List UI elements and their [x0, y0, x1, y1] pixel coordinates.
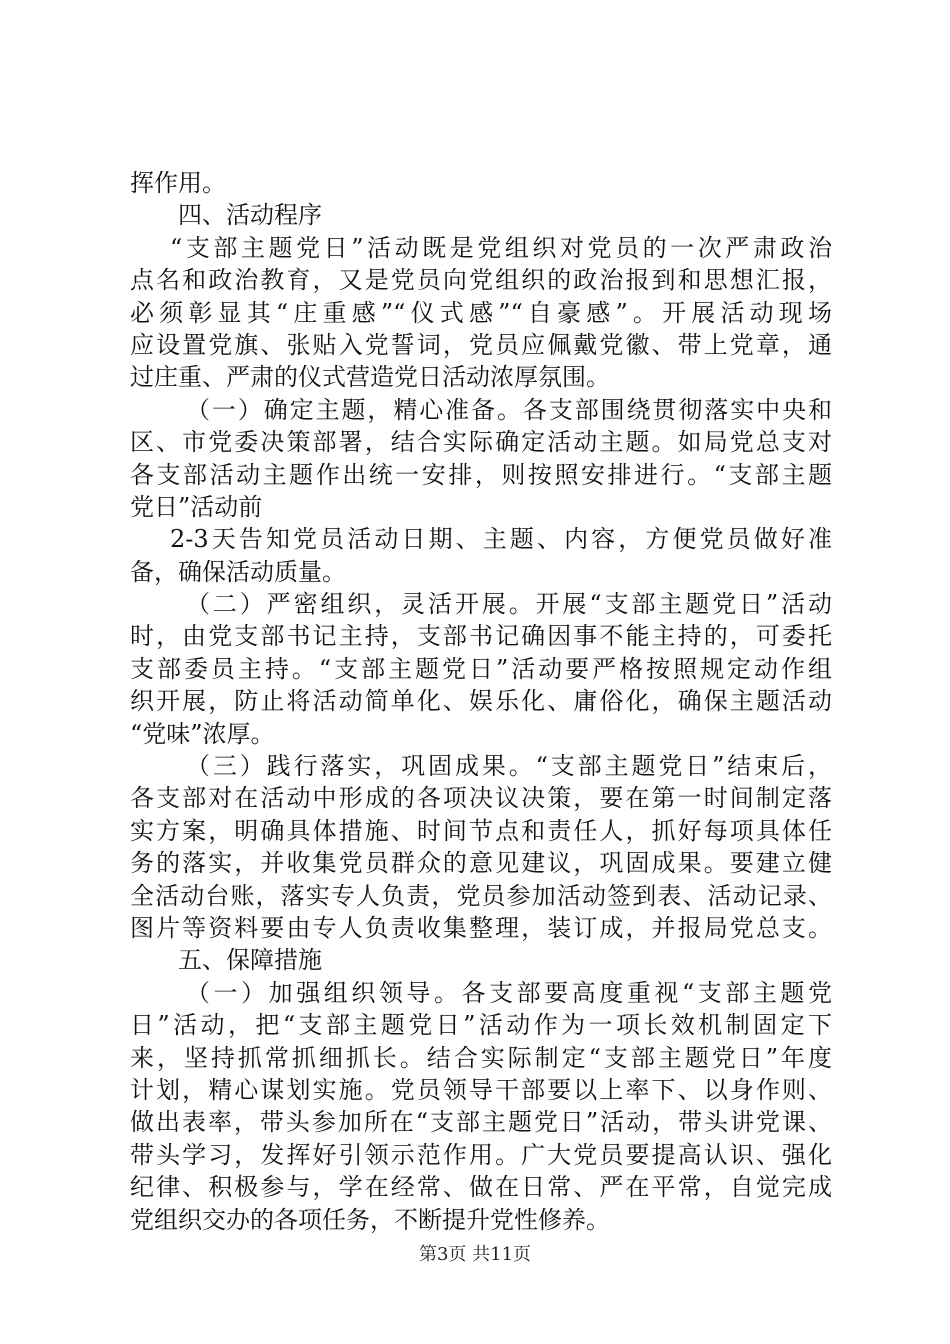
text-line: 各支部对在活动中形成的各项决议决策，要在第一时间制定落 — [130, 784, 832, 813]
text-line: 各支部活动主题作出统一安排，则按照安排进行。“支部主题 — [130, 460, 832, 489]
text-line: （二）严密组织，灵活开展。开展“支部主题党日”活动 — [186, 590, 832, 619]
text-line: 纪律、积极参与，学在经常、做在日常、严在平常，自觉完成 — [130, 1173, 832, 1202]
text-line: 全活动台账，落实专人负责，党员参加活动签到表、活动记录、 — [130, 881, 832, 910]
text-line: 备，确保活动质量。 — [130, 557, 346, 586]
text-line: 计划，精心谋划实施。党员领导干部要以上率下、以身作则、 — [130, 1075, 832, 1104]
text-line: “党味”浓厚。 — [130, 719, 275, 748]
text-line: 带头学习，发挥好引领示范作用。广大党员要提高认识、强化 — [130, 1140, 832, 1169]
text-line: 时，由党支部书记主持，支部书记确因事不能主持的，可委托 — [130, 622, 832, 651]
text-line: 做出表率，带头参加所在“支部主题党日”活动，带头讲党课、 — [130, 1108, 832, 1137]
text-line: 2-3天告知党员活动日期、主题、内容，方便党员做好准 — [170, 525, 832, 554]
text-line: 织开展，防止将活动简单化、娱乐化、庸俗化，确保主题活动 — [130, 687, 832, 716]
page-footer — [0, 1244, 950, 1266]
text-line: （三）践行落实，巩固成果。“支部主题党日”结束后， — [186, 752, 832, 781]
text-line: “支部主题党日”活动既是党组织对党员的一次严肃政治 — [170, 233, 832, 262]
section-heading: 四、活动程序 — [178, 201, 322, 230]
text-line: 应设置党旗、张贴入党誓词，党员应佩戴党徽、带上党章，通 — [130, 330, 832, 359]
text-line: 必须彰显其“庄重感”“仪式感”“自豪感”。开展活动现场 — [130, 298, 832, 327]
text-line: 点名和政治教育，又是党员向党组织的政治报到和思想汇报， — [130, 266, 832, 295]
text-line: 过庄重、严肃的仪式营造党日活动浓厚氛围。 — [130, 363, 610, 392]
text-line: （一）确定主题，精心准备。各支部围绕贯彻落实中央和 — [186, 395, 832, 424]
text-line: 日”活动，把“支部主题党日”活动作为一项长效机制固定下 — [130, 1011, 832, 1040]
text-line: 党组织交办的各项任务，不断提升党性修养。 — [130, 1205, 610, 1234]
page-indicator: 第3页 共11页 — [418, 1244, 532, 1265]
text-line: （一）加强组织领导。各支部要高度重视“支部主题党 — [186, 978, 832, 1007]
text-line: 区、市党委决策部署，结合实际确定活动主题。如局党总支对 — [130, 428, 832, 457]
text-line: 实方案，明确具体措施、时间节点和责任人，抓好每项具体任 — [130, 816, 832, 845]
section-heading: 五、保障措施 — [178, 946, 322, 975]
text-line: 来，坚持抓常抓细抓长。结合实际制定“支部主题党日”年度 — [130, 1043, 832, 1072]
text-line: 挥作用。 — [130, 169, 226, 197]
document-body — [130, 167, 832, 1236]
text-line: 党日”活动前 — [130, 492, 263, 521]
text-line: 务的落实，并收集党员群众的意见建议，巩固成果。要建立健 — [130, 849, 832, 878]
text-line: 图片等资料要由专人负责收集整理，装订成，并报局党总支。 — [130, 913, 832, 942]
text-line: 支部委员主持。“支部主题党日”活动要严格按照规定动作组 — [130, 654, 832, 683]
